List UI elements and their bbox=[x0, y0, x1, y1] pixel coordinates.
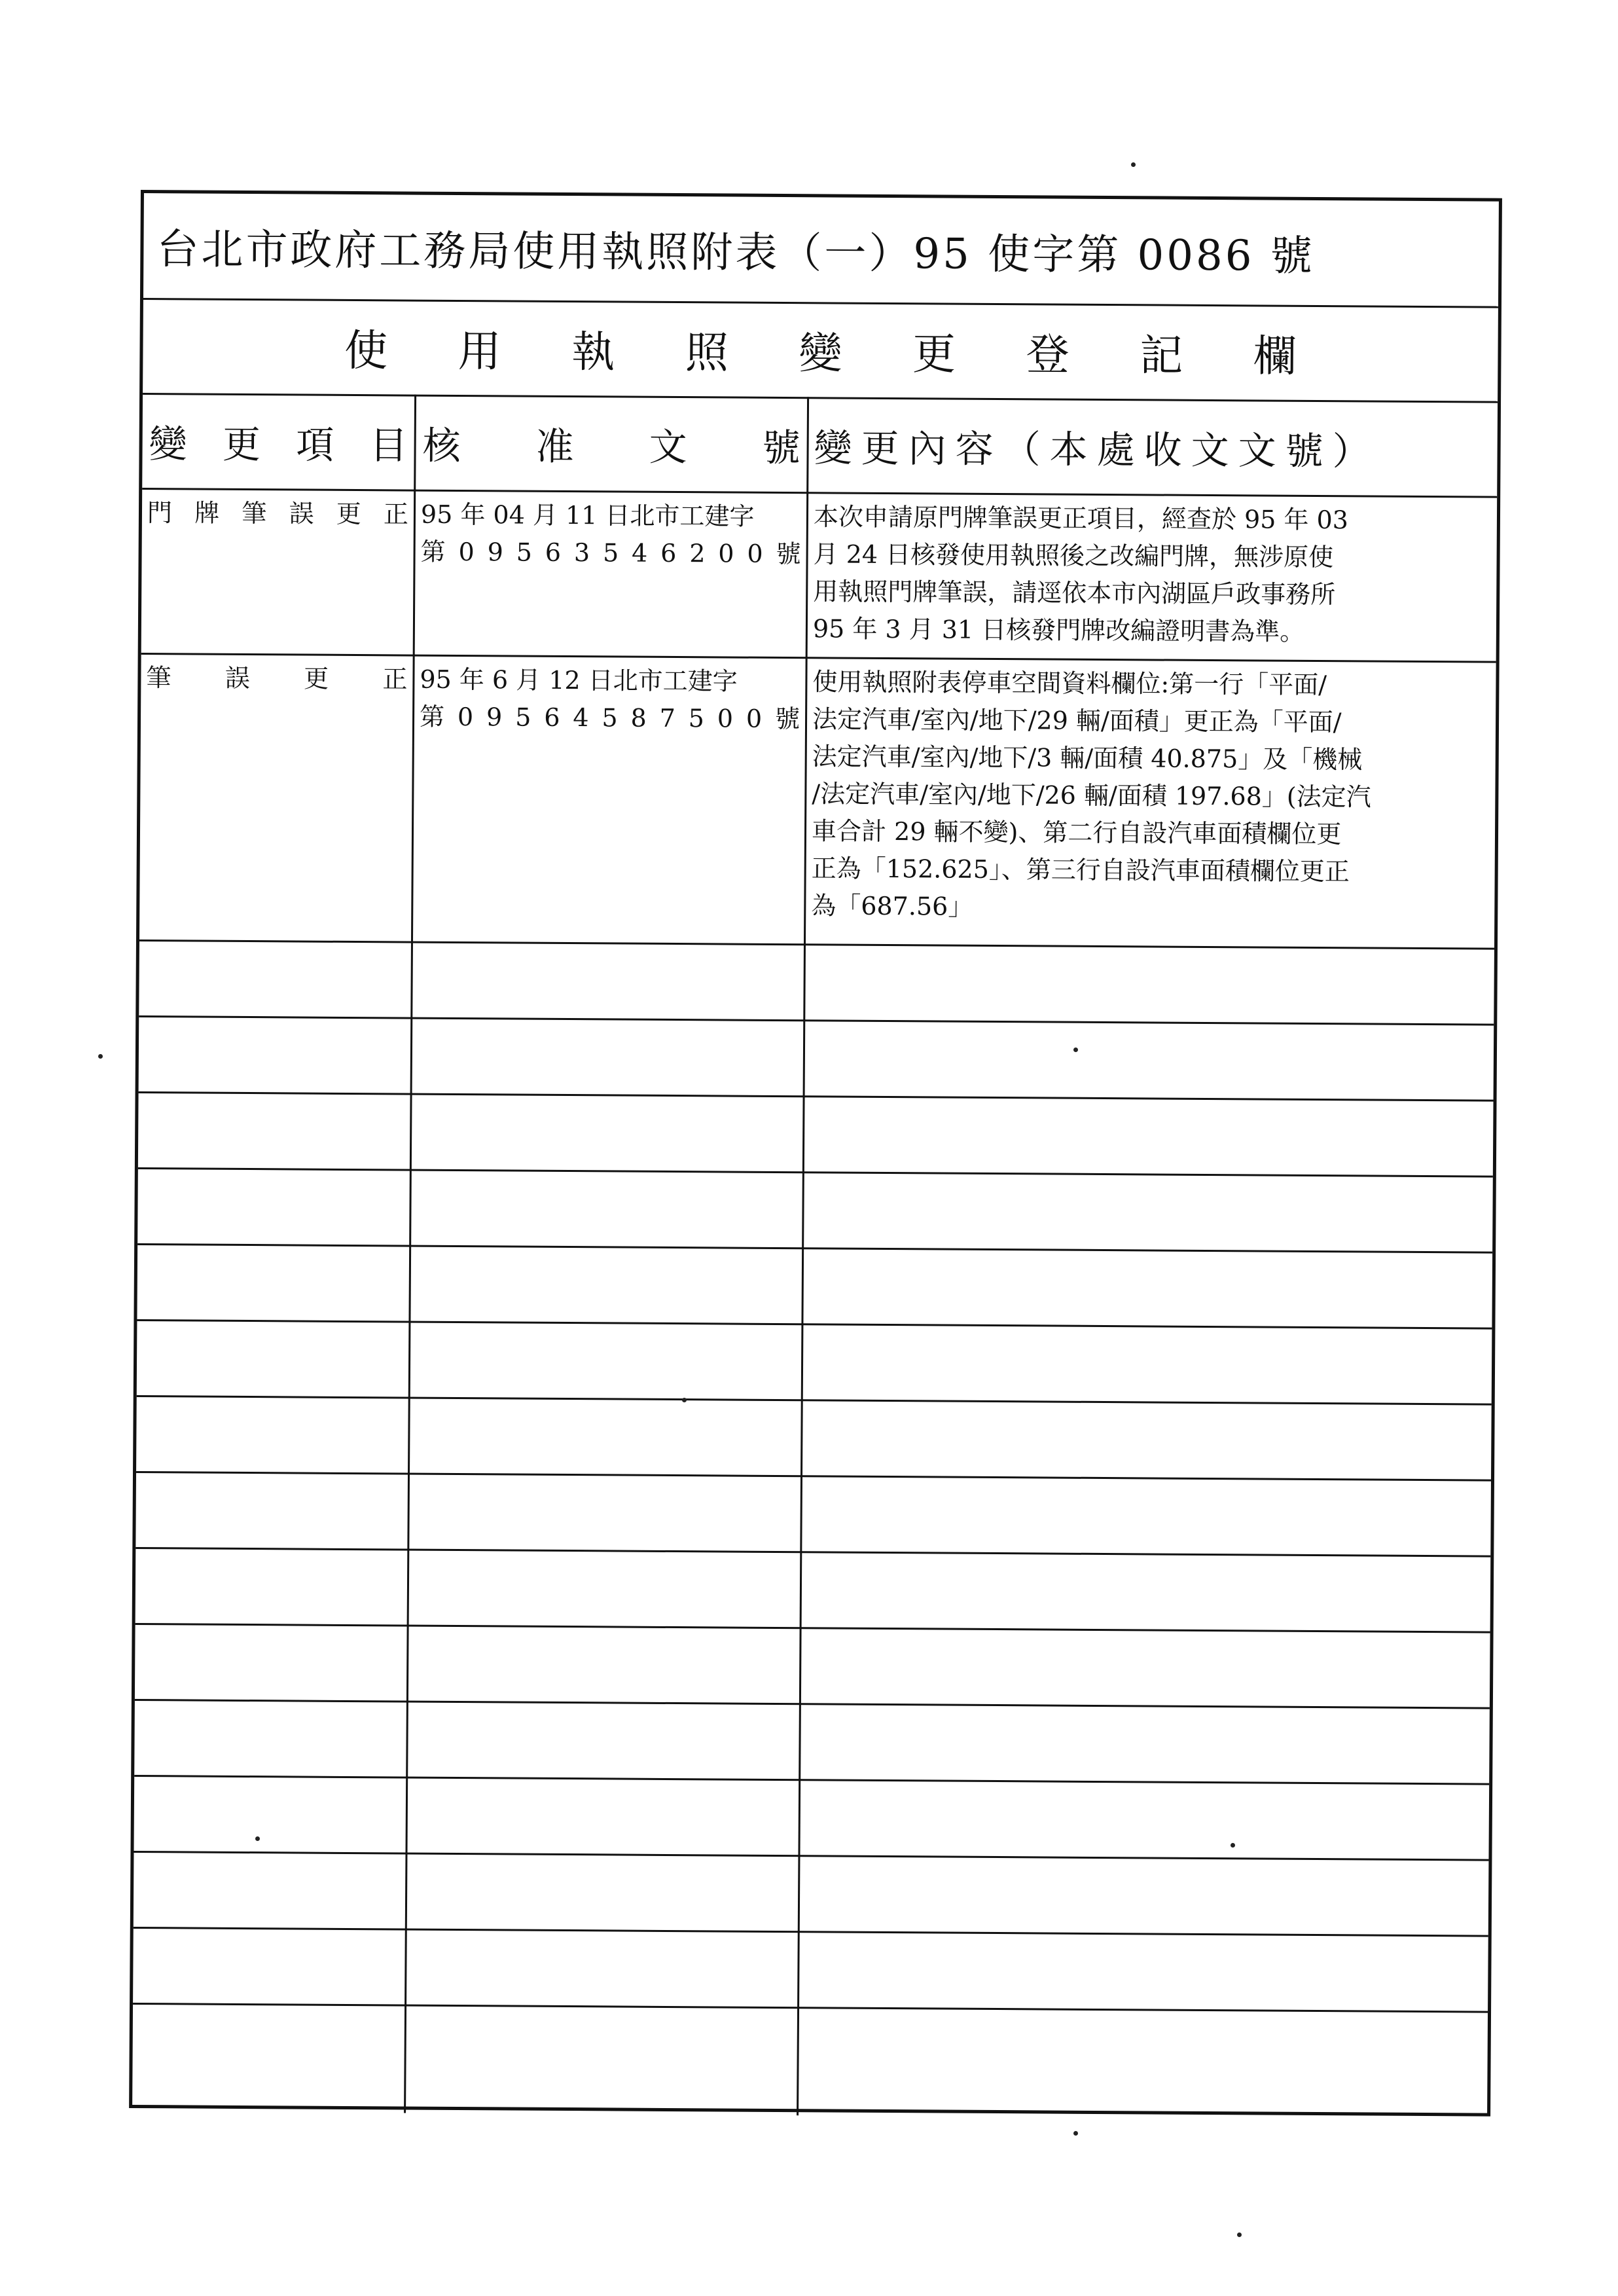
empty-row-divider bbox=[134, 1851, 1488, 1861]
row2-item bbox=[141, 659, 412, 699]
header-change-item bbox=[142, 393, 414, 490]
subtitle-char: 登 bbox=[1026, 329, 1070, 380]
approval-line: 95 年 04 月 11 日北市工建字 bbox=[420, 500, 755, 531]
header-char: 文 bbox=[649, 424, 687, 469]
row1-content bbox=[808, 498, 1499, 651]
subtitle-char: 更 bbox=[912, 329, 956, 380]
column-divider bbox=[797, 397, 809, 2115]
approval-line bbox=[420, 534, 806, 574]
scan-speck bbox=[682, 1398, 687, 1402]
approval-char: 號 bbox=[774, 704, 800, 734]
subtitle-char: 使 bbox=[344, 325, 388, 376]
empty-row-divider bbox=[139, 1015, 1494, 1026]
scan-speck bbox=[1073, 2131, 1078, 2136]
item-char: 更 bbox=[336, 499, 361, 529]
approval-char: 0 bbox=[458, 537, 475, 567]
approval-char: 0 bbox=[747, 539, 763, 568]
content-line: 為「687.56」 bbox=[811, 891, 973, 921]
approval-char: 6 bbox=[660, 538, 677, 568]
column-divider bbox=[404, 395, 416, 2113]
item-char: 牌 bbox=[194, 498, 220, 528]
subtitle-char: 用 bbox=[458, 325, 501, 377]
content-line: 車合計 29 輛不變)、第二行自設汽車面積欄位更 bbox=[811, 816, 1342, 849]
item-char: 正 bbox=[383, 500, 409, 529]
scan-speck bbox=[98, 1054, 103, 1059]
approval-char: 5 bbox=[602, 703, 618, 733]
approval-char: 4 bbox=[631, 538, 648, 568]
approval-char: 第 bbox=[419, 702, 445, 731]
approval-char: 0 bbox=[717, 704, 734, 733]
empty-row-divider bbox=[135, 1699, 1490, 1709]
empty-row-divider bbox=[136, 1471, 1491, 1482]
empty-row-divider bbox=[137, 1395, 1492, 1406]
scan-speck bbox=[1231, 1843, 1235, 1848]
approval-char: 5 bbox=[516, 538, 533, 567]
header-char: 核 bbox=[422, 423, 461, 468]
empty-row-divider bbox=[133, 2003, 1488, 2013]
subtitle-char: 照 bbox=[685, 327, 729, 378]
content-line: 本次申請原門牌筆誤更正項目，經查於 95 年 03 bbox=[813, 502, 1349, 535]
header-change-content: 變更內容（本處收文文號） bbox=[814, 425, 1380, 474]
approval-line bbox=[420, 699, 805, 738]
empty-row-divider bbox=[135, 1547, 1490, 1558]
scan-speck bbox=[255, 1836, 260, 1841]
item-char: 誤 bbox=[225, 663, 250, 693]
subtitle-char: 欄 bbox=[1253, 331, 1297, 382]
approval-char: 號 bbox=[776, 539, 801, 569]
empty-row-divider bbox=[138, 1167, 1493, 1178]
approval-char: 6 bbox=[545, 538, 562, 567]
content-line: 使用執照附表停車空間資料欄位:第一行「平面/ bbox=[812, 667, 1327, 700]
header-char: 項 bbox=[296, 422, 334, 467]
header-approval-number bbox=[416, 395, 807, 492]
subtitle-char: 變 bbox=[799, 328, 842, 379]
header-char: 號 bbox=[762, 425, 800, 470]
approval-char: 0 bbox=[457, 702, 474, 732]
subtitle-char: 執 bbox=[571, 327, 615, 378]
row2-approval bbox=[414, 661, 806, 738]
content-line: 用執照門牌筆誤，請逕依本市內湖區戶政事務所 bbox=[813, 577, 1336, 610]
approval-char: 5 bbox=[515, 702, 531, 732]
approval-char: 7 bbox=[659, 703, 675, 733]
content-line: 法定汽車/室內/地下/3 輛/面積 40.875」及「機械 bbox=[812, 742, 1363, 774]
approval-char: 第 bbox=[420, 537, 446, 566]
content-line: 正為「152.625」、第三行自設汽車面積欄位更正 bbox=[811, 854, 1350, 886]
row1-approval bbox=[415, 496, 806, 574]
header-char: 變 bbox=[149, 421, 187, 466]
item-char: 誤 bbox=[289, 499, 314, 528]
subtitle-char: 記 bbox=[1139, 330, 1183, 381]
approval-char: 8 bbox=[630, 703, 647, 733]
item-char: 正 bbox=[382, 665, 408, 694]
content-line: /法定汽車/室內/地下/26 輛/面積 197.68」(法定汽 bbox=[812, 779, 1371, 812]
approval-char: 4 bbox=[573, 703, 589, 733]
row1-item bbox=[142, 494, 414, 534]
header-char: 更 bbox=[222, 422, 261, 467]
item-char: 筆 bbox=[146, 663, 171, 693]
approval-char: 5 bbox=[688, 704, 705, 733]
approval-line: 95 年 6 月 12 日北市工建字 bbox=[420, 665, 738, 696]
scan-speck bbox=[1073, 1048, 1078, 1052]
content-line: 月 24 日核發使用執照後之改編門牌，無涉原使 bbox=[813, 539, 1334, 572]
item-char: 筆 bbox=[242, 498, 267, 528]
row-divider bbox=[139, 939, 1494, 950]
item-char: 更 bbox=[303, 664, 329, 693]
empty-row-divider bbox=[134, 1775, 1489, 1785]
header-char: 准 bbox=[535, 424, 574, 469]
approval-char: 5 bbox=[602, 538, 619, 568]
empty-row-divider bbox=[137, 1319, 1492, 1330]
empty-row-divider bbox=[137, 1243, 1492, 1254]
scan-speck bbox=[1131, 162, 1136, 167]
form-subtitle bbox=[143, 298, 1498, 401]
header-char: 目 bbox=[369, 422, 408, 467]
approval-char: 9 bbox=[486, 702, 503, 732]
empty-row-divider bbox=[134, 1927, 1488, 1937]
approval-char: 0 bbox=[718, 539, 734, 568]
approval-char: 2 bbox=[689, 539, 706, 568]
empty-row-divider bbox=[139, 1091, 1494, 1102]
approval-char: 6 bbox=[544, 702, 560, 732]
change-registration-form bbox=[129, 190, 1502, 2117]
form-title: 台北市政府工務局使用執照附表（一）95 使字第 0086 號 bbox=[156, 225, 1315, 281]
content-line: 法定汽車/室內/地下/29 輛/面積」更正為「平面/ bbox=[812, 704, 1342, 737]
row2-content bbox=[806, 663, 1498, 928]
approval-char: 9 bbox=[487, 538, 503, 567]
content-line: 95 年 3 月 31 日核發門牌改編證明書為準。 bbox=[812, 614, 1305, 646]
item-char: 門 bbox=[147, 498, 173, 528]
approval-char: 0 bbox=[746, 704, 763, 733]
approval-char: 3 bbox=[573, 538, 590, 568]
scan-speck bbox=[1237, 2232, 1242, 2237]
empty-row-divider bbox=[135, 1623, 1490, 1633]
